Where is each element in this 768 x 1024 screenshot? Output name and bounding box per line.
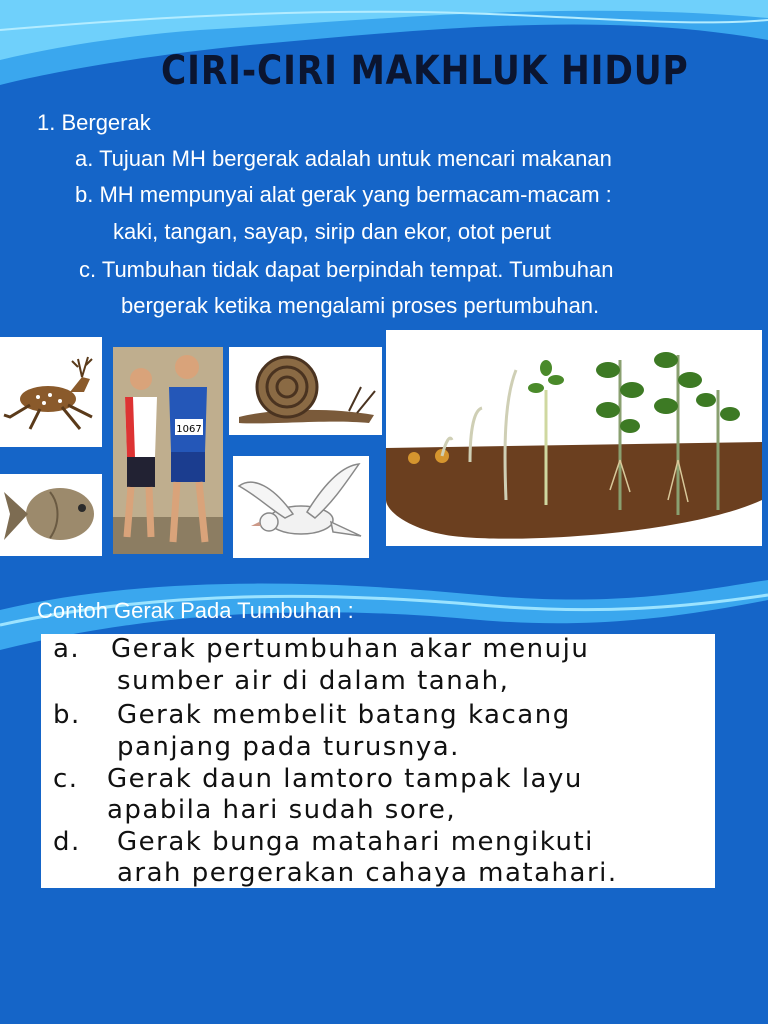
example-b-line1: Gerak membelit batang kacang: [117, 700, 571, 730]
runners-image: [113, 347, 223, 554]
section-heading: 1. Bergerak: [37, 110, 151, 135]
example-d-label: d.: [53, 827, 81, 857]
example-c-label: c.: [53, 764, 79, 794]
point-c-line2: bergerak ketika mengalami proses pertumbuhan.: [121, 293, 600, 318]
example-c-line2: apabila hari sudah sore,: [107, 795, 457, 825]
example-a-line1: Gerak pertumbuhan akar menuju: [111, 634, 590, 664]
point-b-line2: kaki, tangan, sayap, sirip dan ekor, otot perut: [113, 219, 551, 244]
fish-image: [0, 474, 102, 556]
example-c-line1: Gerak daun lamtoro tampak layu: [107, 764, 583, 794]
examples-heading: Contoh Gerak Pada Tumbuhan :: [37, 598, 354, 623]
point-c-line1: c. Tumbuhan tidak dapat berpindah tempat. Tumbuhan: [79, 257, 614, 282]
example-a-line2: sumber air di dalam tanah,: [117, 666, 510, 696]
example-d-line1: Gerak bunga matahari mengikuti: [117, 827, 594, 857]
example-d-line2: arah pergerakan cahaya matahari.: [117, 858, 618, 888]
examples-panel: [41, 634, 715, 888]
point-a: a. Tujuan MH bergerak adalah untuk mencari makanan: [75, 146, 612, 171]
runner-bib-number: 1067: [176, 424, 202, 435]
example-a-label: a.: [53, 634, 81, 664]
example-b-line2: panjang pada turusnya.: [117, 732, 460, 762]
slide-title: CIRI-CIRI MAKHLUK HIDUP: [161, 48, 689, 94]
deer-image: [0, 337, 102, 447]
point-b-line1: b. MH mempunyai alat gerak yang bermacam-macam :: [75, 182, 612, 207]
plant-growth-image: [386, 330, 762, 546]
example-b-label: b.: [53, 700, 81, 730]
dove-image: [233, 456, 369, 558]
snail-image: [229, 347, 382, 435]
